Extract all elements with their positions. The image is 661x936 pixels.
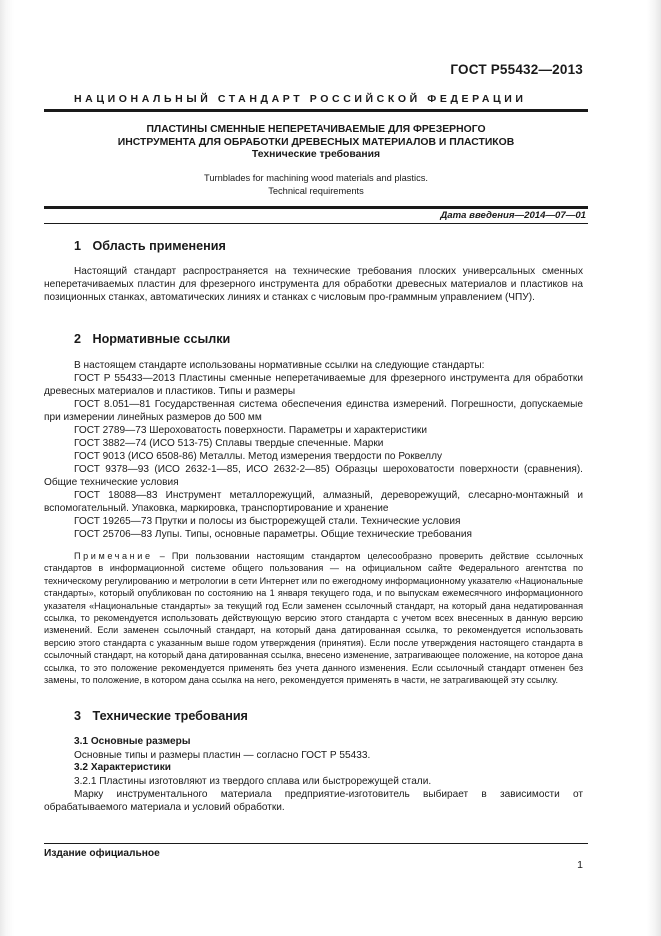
reference-item: ГОСТ 3882—74 (ИСО 513-75) Сплавы твердые спеченные. Марки xyxy=(74,438,384,449)
reference-item: ГОСТ 2789—73 Шероховатость поверхности. Параметры и характеристики xyxy=(74,425,427,436)
subsection-3-2-heading: 3.2 Характеристики xyxy=(74,762,171,773)
date-divider xyxy=(44,223,588,224)
reference-item: ГОСТ 9013 (ИСО 6508-86) Металлы. Метод измерения твердости по Роквеллу xyxy=(74,451,443,462)
page-number: 1 xyxy=(577,859,583,871)
section-2-number: 2 xyxy=(74,332,82,346)
gost-number: ГОСТ Р55432—2013 xyxy=(450,62,583,77)
note-text: – При пользовании настоящим стандартом целесообразно проверить действие ссылочных стандартов в информационной системе общего пользования — на официальном сайте Федерального агентства по техническому регулированию и метрологии в сети Интернет или по ежегодному информационному указателю «Национальные стандарты», который опубликован по состоянию на 1 января текущего года, и по выпускам ежемесячного информационного указателя «Национальные стандарты» за текущий год Если заменен ссылочный стандарт, на который дана недатированная ссылка, то рекомендуется использовать действующую версию этого стандарта с учетом всех внесенных в данную версию изменений. Если заменен ссылочный стандарт, на который дана датированная ссылка, то рекомендуется использовать версию этого стандарта с указанным выше годом утверждения (принятия). Если после утверждения настоящего стандарта в ссылочный стандарт, на который дана датированная ссылка, внесено изменение, затрагивающее положение, на которое дана ссылка, то это положение рекомендуется применять без учета данного изменения. Если ссылочный стандарт отменен без замены, то положение, в котором дана ссылка на него, рекомендуется применять в части, не затрагивающей эту ссылку. xyxy=(44,551,584,686)
section-3-heading xyxy=(74,709,248,723)
reference-item: ГОСТ 8.051—81 Государственная система обеспечения единства измерений. Погрешности, допускаемые при измерении линейных размеров до 500 мм xyxy=(44,399,583,424)
subsection-3-2-text: Марку инструментального материала предприятие-изготовитель выбирает в зависимости от обрабатываемого материала и условий обработки. xyxy=(44,789,583,814)
section-2-title: Нормативные ссылки xyxy=(92,332,231,346)
document-title-en xyxy=(44,172,588,197)
reference-item: ГОСТ 19265—73 Прутки и полосы из быстрорежущей стали. Технические условия xyxy=(74,516,461,527)
section-1-title: Область применения xyxy=(92,239,226,253)
section-1-heading xyxy=(74,239,226,253)
section-3-number: 3 xyxy=(74,709,82,723)
subsection-3-1-text: Основные типы и размеры пластин — согласно ГОСТ Р 55433. xyxy=(74,750,371,761)
title-ru-line1: ПЛАСТИНЫ СМЕННЫЕ НЕПЕРЕТАЧИВАЕМЫЕ ДЛЯ ФРЕЗЕРНОГО xyxy=(146,124,486,135)
edition-official: Издание официальное xyxy=(44,848,160,859)
reference-note xyxy=(44,550,583,686)
note-label: Примечание xyxy=(74,551,153,561)
title-en-line1: Turnblades for machining wood materials and plastics. xyxy=(204,173,428,183)
section-1-number: 1 xyxy=(74,239,82,253)
reference-item: ГОСТ Р 55433—2013 Пластины сменные неперетачиваемые для фрезерного инструмента для обработки древесных материалов и пластиков. Типы и размеры xyxy=(44,373,583,398)
footer-divider xyxy=(44,843,588,844)
header-divider xyxy=(44,109,588,112)
reference-item: ГОСТ 25706—83 Лупы. Типы, основные параметры. Общие технические требования xyxy=(74,529,472,540)
title-en-line2: Technical requirements xyxy=(268,185,364,196)
section-2-heading xyxy=(74,332,230,346)
title-divider xyxy=(44,206,588,209)
section-2-intro: В настоящем стандарте использованы нормативные ссылки на следующие стандарты: xyxy=(74,360,485,371)
date-of-introduction: Дата введения—2014—07—01 xyxy=(440,210,586,221)
reference-item: ГОСТ 9378—93 (ИСО 2632-1—85, ИСО 2632-2—85) Образцы шероховатости поверхности (сравнения). Общие технические условия xyxy=(44,464,583,489)
national-standard-heading: НАЦИОНАЛЬНЫЙ СТАНДАРТ РОССИЙСКОЙ ФЕДЕРАЦИИ xyxy=(74,93,527,105)
reference-item: ГОСТ 18088—83 Инструмент металлорежущий, алмазный, дереворежущий, слесарно-монтажный и вспомогательный. Упаковка, маркировка, транспортирование и хранение xyxy=(44,490,583,515)
title-ru-line2: ИНСТРУМЕНТА ДЛЯ ОБРАБОТКИ ДРЕВЕСНЫХ МАТЕРИАЛОВ И ПЛАСТИКОВ xyxy=(117,136,515,148)
section-1-text: Настоящий стандарт распространяется на технические требования плоских универсальных сменных неперетачиваемых пластин для фрезерного инструмента для обработки древесных материалов и пластиков на позиционных станках, автоматических линиях и станках с числовым про-граммным управлением (ЧПУ). xyxy=(44,266,583,304)
subsection-3-1-heading: 3.1 Основные размеры xyxy=(74,736,191,747)
subsection-3-2-1-text: 3.2.1 Пластины изготовляют из твердого сплава или быстрорежущей стали. xyxy=(74,776,432,787)
document-title xyxy=(44,124,588,162)
title-ru-line3: Технические требования xyxy=(251,149,381,160)
section-3-title: Технические требования xyxy=(92,709,248,723)
